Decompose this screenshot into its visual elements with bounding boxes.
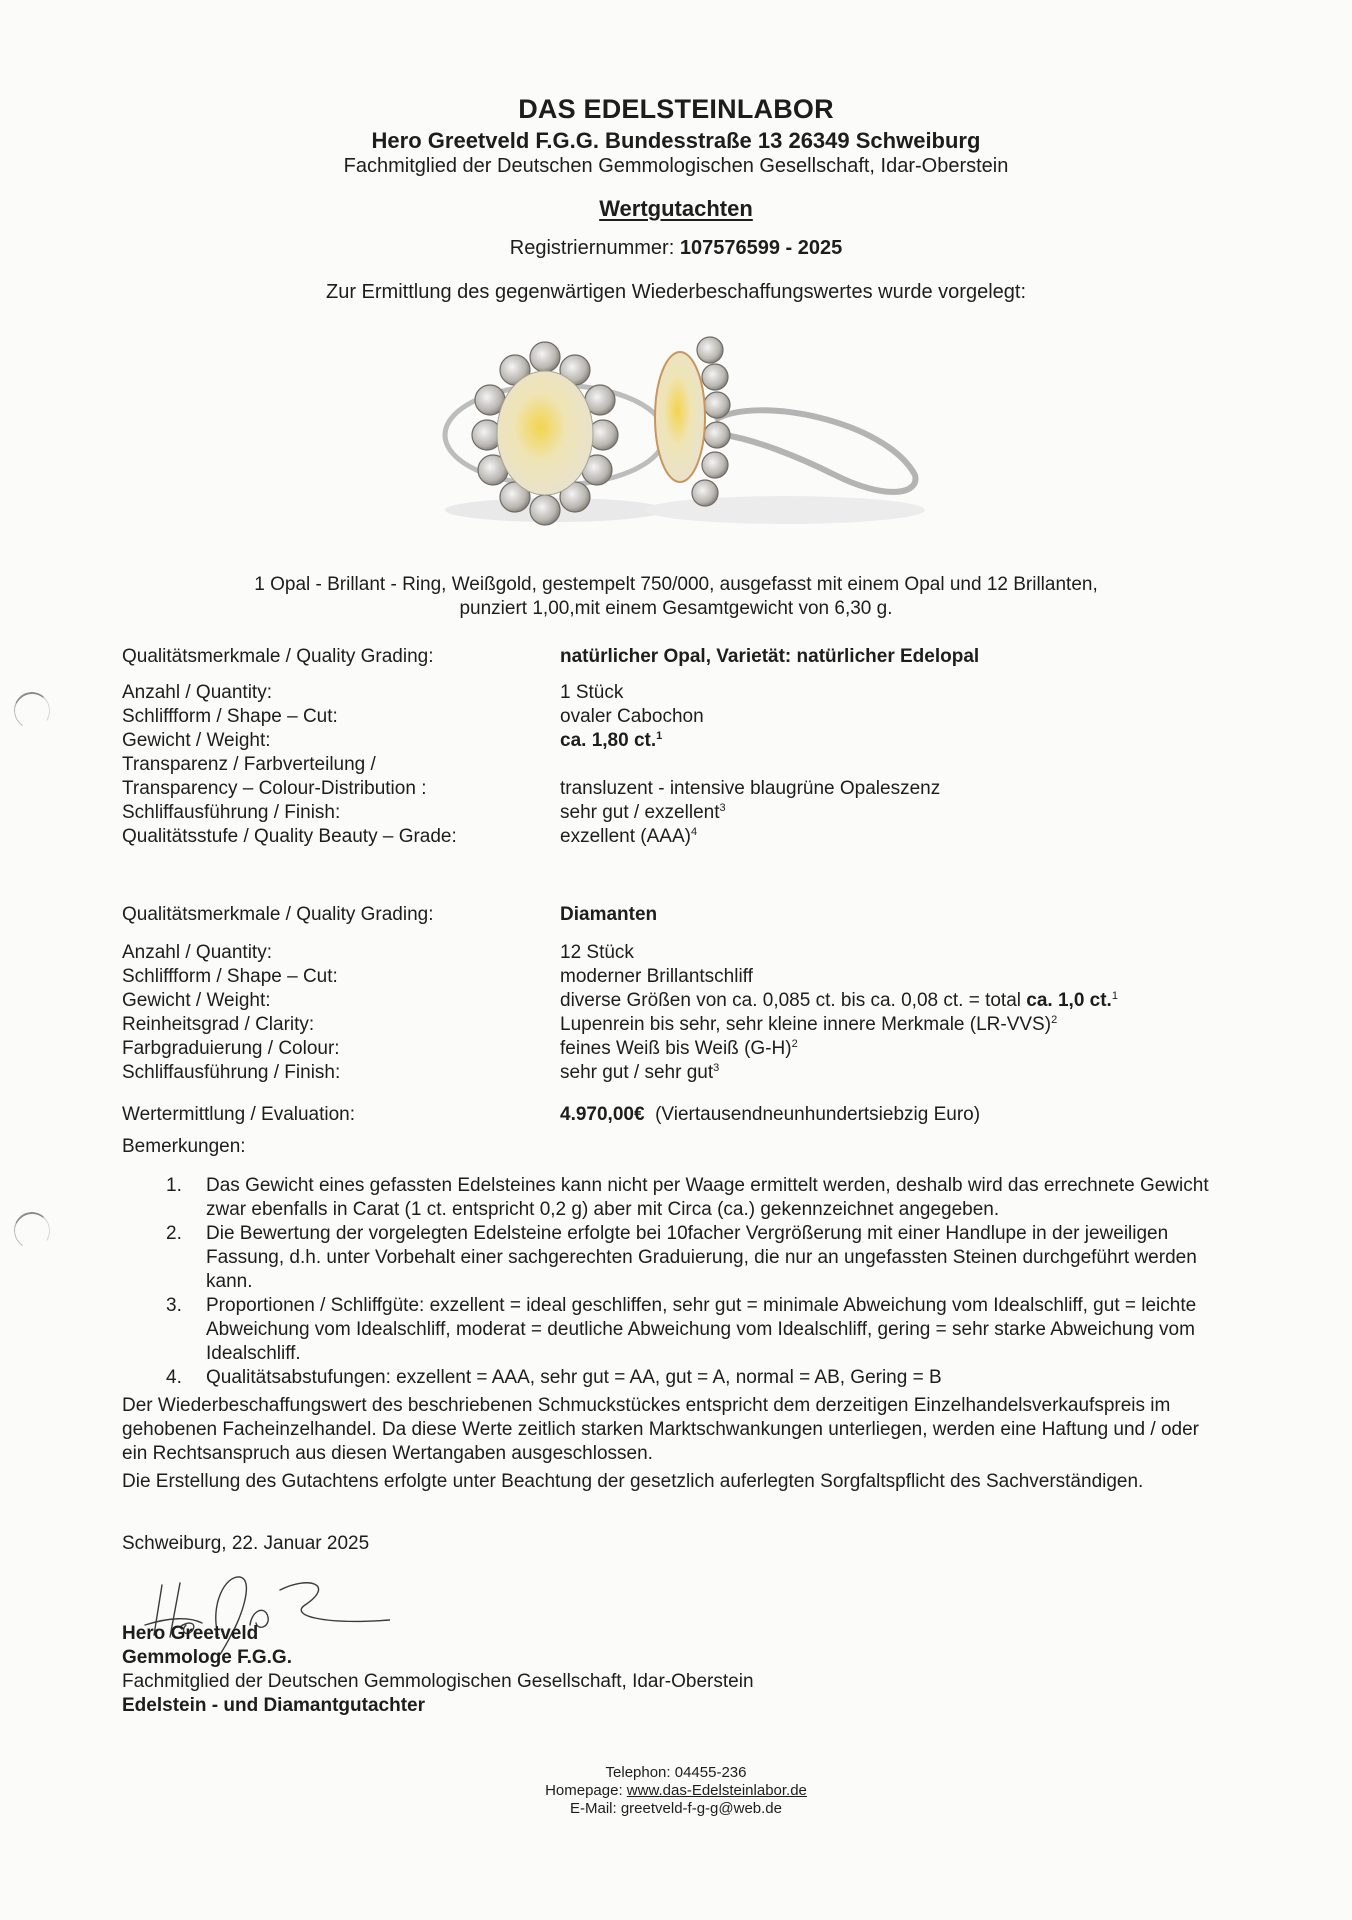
colour-value: feines Weiß bis Weiß (G-H) bbox=[560, 1038, 792, 1059]
footnote-ref: 2 bbox=[1051, 1014, 1058, 1026]
homepage-label: Homepage: bbox=[545, 1782, 627, 1799]
item-description-line: punziert 1,00,mit einem Gesamtgewicht von 6,30 g. bbox=[459, 598, 893, 619]
spec-label: Transparenz / Farbverteilung / bbox=[122, 754, 376, 775]
footnote-ref: 4 bbox=[690, 826, 698, 838]
registration-label: Registriernummer: bbox=[509, 237, 675, 259]
signer-role: Edelstein - und Diamantgutachter bbox=[122, 1695, 425, 1716]
spec-label: Gewicht / Weight: bbox=[122, 730, 271, 751]
remark-number: 1. bbox=[166, 1175, 182, 1196]
evaluation-amount-words: (Viertausendneunhundertsiebzig Euro) bbox=[655, 1104, 981, 1125]
grading-value: natürlicher Opal, Varietät: natürlicher Edelopal bbox=[560, 646, 980, 667]
remark-text: Proportionen / Schliffgüte: exzellent = ideal geschliffen, sehr gut = minimale Abweichung vom Idealschliff, gut = leichte Abweichung vom Idealschliff, moderat = deutliche Abweichung vom Idealschliff, gering = sehr starke Abweichung vom Idealschliff. bbox=[206, 1295, 1197, 1364]
registration-line bbox=[0, 237, 1352, 260]
remark-text: Die Bewertung der vorgelegten Edelsteine erfolgte bei 10facher Vergrößerung mit einer Handlupe in der jeweiligen Fassung, d.h. unter Vorbehalt einer sachgerechten Graduierung, die nur an ungefassten Steinen durchgeführt werden kann. bbox=[206, 1223, 1197, 1292]
footer-email: E-Mail: greetveld-f-g-g@web.de bbox=[570, 1800, 782, 1817]
signer-name: Hero Greetveld bbox=[122, 1623, 259, 1644]
spec-label: Transparency – Colour-Distribution : bbox=[122, 778, 427, 799]
punch-hole-mark bbox=[11, 689, 54, 733]
evaluation-row bbox=[122, 1104, 981, 1126]
punch-hole-mark bbox=[11, 1209, 54, 1253]
footnote-ref: 3 bbox=[713, 1062, 720, 1074]
grading-value: Diamanten bbox=[560, 904, 658, 925]
spec-label: Farbgraduierung / Colour: bbox=[122, 1038, 340, 1059]
remark-item bbox=[160, 1294, 1230, 1366]
ring-photo bbox=[415, 325, 935, 540]
remark-number: 3. bbox=[166, 1295, 182, 1316]
spec-value: moderner Brillantschliff bbox=[560, 966, 753, 987]
disclaimer-paragraph: Der Wiederbeschaffungswert des beschriebenen Schmuckstückes entspricht dem derzeitigen Einzelhandelsverkaufspreis im gehobenen Facheinzelhandel. Da diese Werte zeitlich starken Marktschwankungen unterliegen, werden eine Haftung und / oder ein Rechtsanspruch aus diesen Wertangaben ausgeschlossen. bbox=[122, 1395, 1199, 1464]
spec-value: 1 Stück bbox=[560, 682, 624, 703]
remark-item bbox=[160, 1222, 1230, 1294]
lab-address: Hero Greetveld F.G.G. Bundesstraße 13 26349 Schweiburg bbox=[371, 128, 981, 153]
diligence-paragraph: Die Erstellung des Gutachtens erfolgte unter Beachtung der gesetzlich auferlegten Sorgfaltspflicht des Sachverständigen. bbox=[122, 1471, 1144, 1492]
spec-label: Gewicht / Weight: bbox=[122, 990, 271, 1011]
spec-label: Qualitätsstufe / Quality Beauty – Grade: bbox=[122, 826, 457, 847]
remark-text: Das Gewicht eines gefassten Edelsteines kann nicht per Waage ermittelt werden, deshalb wird das errechnete Gewicht zwar ebenfalls in Carat (1 ct. entspricht 0,2 g) aber mit Circa (ca.) gekennzeichnet angegeben. bbox=[206, 1175, 1209, 1220]
remark-item bbox=[160, 1174, 1230, 1222]
spec-value: transluzent - intensive blaugrüne Opaleszenz bbox=[560, 778, 941, 799]
spec-value bbox=[560, 1061, 719, 1085]
remark-text: Qualitätsabstufungen: exzellent = AAA, sehr gut = AA, gut = A, normal = AB, Gering = B bbox=[206, 1367, 942, 1388]
evaluation-label: Wertermittlung / Evaluation: bbox=[122, 1104, 356, 1125]
item-description bbox=[0, 573, 1352, 621]
spec-value: ovaler Cabochon bbox=[560, 706, 704, 727]
weight-value: diverse Größen von ca. 0,085 ct. bis ca. 0,08 ct. = total bbox=[560, 990, 1027, 1011]
footnote-ref: 3 bbox=[719, 802, 726, 814]
homepage-link[interactable]: www.das-Edelsteinlabor.de bbox=[626, 1782, 807, 1799]
spec-label: Schliffausführung / Finish: bbox=[122, 802, 341, 823]
footer-homepage bbox=[0, 1782, 1352, 1800]
signer-block bbox=[122, 1622, 754, 1718]
signer-title: Gemmologe F.G.G. bbox=[122, 1647, 292, 1668]
remark-item bbox=[160, 1366, 1230, 1390]
spec-value bbox=[560, 1037, 798, 1061]
footer-phone: Telephon: 04455-236 bbox=[605, 1764, 747, 1781]
lab-membership: Fachmitglied der Deutschen Gemmologischen Gesellschaft, Idar-Oberstein bbox=[343, 155, 1009, 177]
weight-value: ca. 1,80 ct. bbox=[560, 730, 657, 751]
finish-value: sehr gut / exzellent bbox=[560, 802, 720, 823]
signer-membership: Fachmitglied der Deutschen Gemmologischen Gesellschaft, Idar-Oberstein bbox=[122, 1671, 754, 1692]
registration-number: 107576599 - 2025 bbox=[679, 237, 843, 259]
place-and-date: Schweiburg, 22. Januar 2025 bbox=[122, 1533, 370, 1554]
spec-value bbox=[560, 825, 697, 849]
remark-number: 2. bbox=[166, 1223, 182, 1244]
remarks-label: Bemerkungen: bbox=[122, 1136, 246, 1157]
grading-label: Qualitätsmerkmale / Quality Grading: bbox=[122, 646, 434, 667]
total-weight: ca. 1,0 ct. bbox=[1026, 990, 1112, 1011]
remark-number: 4. bbox=[166, 1367, 182, 1388]
evaluation-value bbox=[560, 1104, 980, 1126]
remarks-list bbox=[160, 1174, 1230, 1390]
document-type: Wertgutachten bbox=[599, 196, 753, 221]
footnote-ref: 1 bbox=[656, 730, 663, 742]
footnote-ref: 1 bbox=[1111, 990, 1118, 1002]
intro-text: Zur Ermittlung des gegenwärtigen Wiederbeschaffungswertes wurde vorgelegt: bbox=[326, 281, 1026, 303]
spec-label: Reinheitsgrad / Clarity: bbox=[122, 1014, 315, 1035]
spec-label: Schliffausführung / Finish: bbox=[122, 1062, 341, 1083]
spec-label: Anzahl / Quantity: bbox=[122, 942, 272, 963]
clarity-value: Lupenrein bis sehr, sehr kleine innere Merkmale (LR-VVS) bbox=[560, 1014, 1052, 1035]
grade-value: exzellent (AAA) bbox=[560, 826, 691, 847]
evaluation-amount: 4.970,00€ bbox=[560, 1104, 645, 1125]
spec-label: Schliffform / Shape – Cut: bbox=[122, 706, 338, 727]
spec-value bbox=[560, 1013, 1057, 1037]
spec-value bbox=[560, 801, 726, 825]
spec-value bbox=[560, 989, 1118, 1013]
spec-value: 12 Stück bbox=[560, 942, 634, 963]
item-description-line: 1 Opal - Brillant - Ring, Weißgold, gestempelt 750/000, ausgefasst mit einem Opal und 12 Brillanten, bbox=[254, 574, 1098, 595]
footer-contact bbox=[0, 1764, 1352, 1818]
finish-value: sehr gut / sehr gut bbox=[560, 1062, 714, 1083]
spec-label: Anzahl / Quantity: bbox=[122, 682, 272, 703]
spec-label: Schliffform / Shape – Cut: bbox=[122, 966, 338, 987]
grading-label: Qualitätsmerkmale / Quality Grading: bbox=[122, 904, 434, 925]
spec-value bbox=[560, 729, 662, 753]
footnote-ref: 2 bbox=[791, 1038, 798, 1050]
lab-title: DAS EDELSTEINLABOR bbox=[518, 94, 834, 124]
